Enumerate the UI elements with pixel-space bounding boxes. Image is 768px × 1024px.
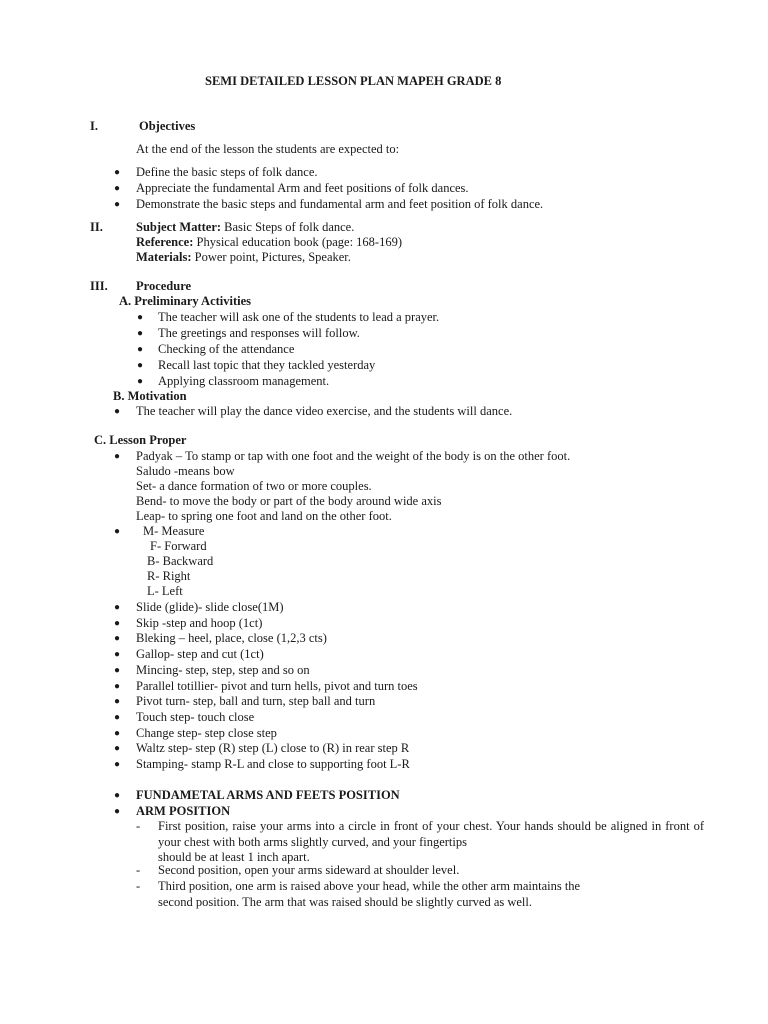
- objectives-heading: Objectives: [139, 119, 196, 133]
- list-item: Stamping- stamp R-L and close to supporting foot L-R: [136, 757, 410, 771]
- bullet-icon: ●: [114, 712, 121, 723]
- subject-matter-line: [136, 220, 354, 235]
- arm-position-text-end: second position. The arm that was raised should be slightly curved as well.: [158, 894, 532, 909]
- bullet-icon: ●: [114, 728, 121, 739]
- arm-position-heading: ARM POSITION: [136, 804, 231, 818]
- bullet-icon: ●: [137, 328, 144, 339]
- fundamental-heading: FUNDAMETAL ARMS AND FEETS POSITION: [136, 788, 400, 802]
- bullet-icon: ●: [137, 376, 144, 387]
- list-item: Bend- to move the body or part of the body around wide axis: [136, 494, 442, 508]
- list-item: Touch step- touch close: [136, 710, 255, 724]
- bullet-icon: ●: [114, 806, 121, 817]
- list-item: L- Left: [147, 584, 183, 598]
- list-item: Skip -step and hoop (1ct): [136, 616, 263, 630]
- preliminary-heading: A. Preliminary Activities: [119, 294, 252, 308]
- list-item: Appreciate the fundamental Arm and feet positions of folk dances.: [136, 181, 469, 195]
- arm-position-item: [158, 879, 704, 910]
- bullet-icon: ●: [114, 649, 121, 660]
- bullet-icon: ●: [114, 183, 121, 194]
- list-item: Change step- step close step: [136, 726, 277, 740]
- page-title: SEMI DETAILED LESSON PLAN MAPEH GRADE 8: [205, 74, 502, 88]
- list-item: The greetings and responses will follow.: [158, 326, 360, 340]
- list-item: Mincing- step, step, step and so on: [136, 663, 310, 677]
- motivation-heading: B. Motivation: [113, 389, 187, 403]
- list-item: B- Backward: [147, 554, 214, 568]
- list-item: Slide (glide)- slide close(1M): [136, 600, 284, 614]
- bullet-icon: ●: [114, 681, 121, 692]
- dash-marker: -: [136, 863, 141, 877]
- list-item: Gallop- step and cut (1ct): [136, 647, 264, 661]
- list-item: Checking of the attendance: [158, 342, 295, 356]
- section-number-subject: II.: [90, 220, 103, 234]
- arm-position-text: Third position, one arm is raised above your head, while the other arm maintains the: [158, 879, 581, 893]
- list-item: Leap- to spring one foot and land on the other foot.: [136, 509, 392, 523]
- reference-label: Reference:: [136, 235, 194, 249]
- bullet-icon: ●: [114, 665, 121, 676]
- dash-marker: -: [136, 879, 141, 893]
- section-number-procedure: III.: [90, 279, 108, 293]
- list-item: Recall last topic that they tackled yesterday: [158, 358, 376, 372]
- bullet-icon: ●: [114, 526, 121, 537]
- dash-marker: -: [136, 819, 141, 833]
- materials-value: Power point, Pictures, Speaker.: [191, 250, 351, 264]
- arm-position-text-end: should be at least 1 inch apart.: [158, 850, 310, 864]
- list-item: Waltz step- step (R) step (L) close to (R) in rear step R: [136, 741, 410, 755]
- list-item: The teacher will ask one of the students to lead a prayer.: [158, 310, 440, 324]
- bullet-icon: ●: [114, 451, 121, 462]
- bullet-icon: ●: [114, 633, 121, 644]
- bullet-icon: ●: [114, 743, 121, 754]
- list-item: Bleking – heel, place, close (1,2,3 cts): [136, 631, 327, 645]
- bullet-icon: ●: [114, 696, 121, 707]
- bullet-icon: ●: [114, 602, 121, 613]
- arm-position-item: [158, 819, 704, 866]
- bullet-icon: ●: [137, 344, 144, 355]
- lesson-proper-heading: C. Lesson Proper: [94, 433, 187, 447]
- subject-label: Subject Matter:: [136, 220, 222, 234]
- list-item: Set- a dance formation of two or more couples.: [136, 479, 372, 493]
- bullet-icon: ●: [114, 618, 121, 629]
- section-number-objectives: I.: [90, 119, 98, 133]
- list-item: Demonstrate the basic steps and fundamental arm and feet position of folk dance.: [136, 197, 544, 211]
- procedure-heading: Procedure: [136, 279, 192, 293]
- bullet-icon: ●: [114, 199, 121, 210]
- list-item: M- Measure: [143, 524, 205, 538]
- bullet-icon: ●: [114, 406, 121, 417]
- bullet-icon: ●: [137, 312, 144, 323]
- bullet-icon: ●: [114, 759, 121, 770]
- objectives-intro: At the end of the lesson the students are expected to:: [136, 142, 400, 156]
- reference-line: [136, 235, 402, 250]
- list-item: Saludo -means bow: [136, 464, 235, 478]
- bullet-icon: ●: [114, 790, 121, 801]
- arm-position-text: First position, raise your arms into a circle in front of your chest. Your hands should be aligned in front of your chest with both arms slightly curved, and your fingertips: [158, 819, 704, 849]
- list-item: Parallel totillier- pivot and turn hells, pivot and turn toes: [136, 679, 418, 693]
- materials-line: [136, 250, 351, 265]
- list-item: Applying classroom management.: [158, 374, 330, 388]
- arm-position-item: Second position, open your arms sideward at shoulder level.: [158, 863, 460, 877]
- list-item: Pivot turn- step, ball and turn, step ball and turn: [136, 694, 376, 708]
- list-item: Define the basic steps of folk dance.: [136, 165, 318, 179]
- reference-value: Physical education book (page: 168-169): [193, 235, 403, 249]
- list-item: R- Right: [147, 569, 191, 583]
- list-item: The teacher will play the dance video exercise, and the students will dance.: [136, 404, 513, 418]
- materials-label: Materials:: [136, 250, 192, 264]
- list-item: Padyak – To stamp or tap with one foot and the weight of the body is on the other foot.: [136, 449, 571, 463]
- list-item: F- Forward: [150, 539, 207, 553]
- subject-value: Basic Steps of folk dance.: [221, 220, 355, 234]
- bullet-icon: ●: [114, 167, 121, 178]
- bullet-icon: ●: [137, 360, 144, 371]
